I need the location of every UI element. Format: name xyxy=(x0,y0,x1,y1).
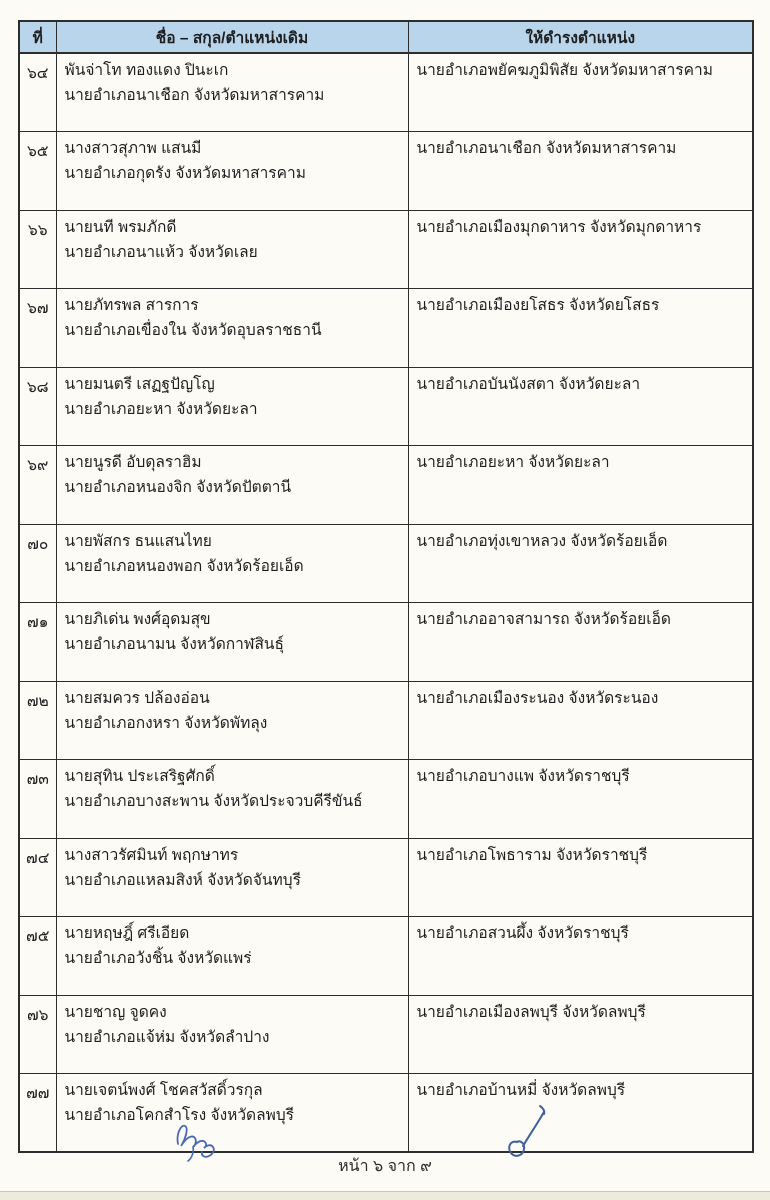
row-number: ๗๔ xyxy=(19,838,56,917)
row-number: ๗๗ xyxy=(19,1074,56,1153)
former-position: นายอำเภอนาเชือก จังหวัดมหาสารคาม xyxy=(64,87,325,104)
page-number: หน้า ๖ จาก ๙ xyxy=(338,1158,432,1175)
appointments-table xyxy=(18,20,754,1153)
new-position: นายอำเภอนาเชือก จังหวัดมหาสารคาม xyxy=(416,140,677,157)
handwritten-flourish-mark xyxy=(503,1102,551,1160)
row-number: ๖๗ xyxy=(19,289,56,368)
row-number: ๗๒ xyxy=(19,681,56,760)
new-position-cell xyxy=(408,603,753,682)
new-position-cell xyxy=(408,995,753,1074)
former-position: นายอำเภอนาแห้ว จังหวัดเลย xyxy=(64,243,258,261)
new-position: นายอำเภอเมืองลพบุรี จังหวัดลพบุรี xyxy=(416,1003,646,1021)
new-position: นายอำเภอเมืองยโสธร จังหวัดยโสธร xyxy=(416,297,660,314)
row-number: ๖๖ xyxy=(19,210,56,289)
name-and-former-position-cell xyxy=(56,838,408,917)
new-position-cell xyxy=(408,132,753,211)
name-and-former-position-cell xyxy=(56,1074,408,1153)
table-row xyxy=(19,132,753,211)
table-row xyxy=(19,681,753,760)
name-and-former-position-cell xyxy=(56,289,408,368)
person-name: นายพัสกร ธนแสนไทย xyxy=(64,532,212,550)
new-position: นายอำเภอบันนังสตา จังหวัดยะลา xyxy=(416,375,641,393)
table-row xyxy=(19,917,753,996)
new-position-cell xyxy=(408,760,753,839)
row-number: ๗๖ xyxy=(19,995,56,1074)
table-row xyxy=(19,1074,753,1153)
table-row xyxy=(19,367,753,446)
name-and-former-position-cell xyxy=(56,995,408,1074)
new-position-cell xyxy=(408,367,753,446)
former-position: นายอำเภอโคกสำโรง จังหวัดลพบุรี xyxy=(64,1107,295,1124)
table-row xyxy=(19,210,753,289)
col-header-name-former-position: ชื่อ – สกุล/ตำแหน่งเดิม xyxy=(56,21,408,53)
name-and-former-position-cell xyxy=(56,53,408,132)
former-position: นายอำเภอนามน จังหวัดกาฬสินธุ์ xyxy=(64,636,284,653)
row-number: ๗๑ xyxy=(19,603,56,682)
person-name: นางสาวรัศมินท์ พฤกษาทร xyxy=(64,846,239,864)
table-row xyxy=(19,838,753,917)
new-position: นายอำเภอบางแพ จังหวัดราชบุรี xyxy=(416,768,630,785)
table-row xyxy=(19,603,753,682)
person-name: นายภัทรพล สารการ xyxy=(64,297,199,314)
new-position-cell xyxy=(408,289,753,368)
table-header-row xyxy=(19,21,753,53)
table-row xyxy=(19,760,753,839)
person-name: นายสุทิน ประเสริฐศักดิ์ xyxy=(64,768,215,785)
new-position: นายอำเภอยะหา จังหวัดยะลา xyxy=(416,454,610,471)
former-position: นายอำเภอแหลมสิงห์ จังหวัดจันทบุรี xyxy=(64,871,301,889)
former-position: นายอำเภอยะหา จังหวัดยะลา xyxy=(64,400,258,418)
new-position: นายอำเภอพยัคฆภูมิพิสัย จังหวัดมหาสารคาม xyxy=(416,62,713,79)
person-name: พันจ่าโท ทองแดง ปินะเก xyxy=(64,62,229,79)
former-position: นายอำเภอกุดรัง จังหวัดมหาสารคาม xyxy=(64,165,306,182)
person-name: นายมนตรี เสฏฐปัญโญ xyxy=(64,375,215,393)
table-row xyxy=(19,446,753,525)
name-and-former-position-cell xyxy=(56,446,408,525)
table-row xyxy=(19,53,753,132)
new-position-cell xyxy=(408,917,753,996)
former-position: นายอำเภอหนองพอก จังหวัดร้อยเอ็ด xyxy=(64,557,304,575)
row-number: ๖๙ xyxy=(19,446,56,525)
row-number: ๗๓ xyxy=(19,760,56,839)
col-header-new-position: ให้ดำรงตำแหน่ง xyxy=(408,21,753,53)
row-number: ๖๕ xyxy=(19,132,56,211)
new-position-cell xyxy=(408,446,753,525)
new-position-cell xyxy=(408,210,753,289)
person-name: นางสาวสุภาพ แสนมี xyxy=(64,140,202,157)
person-name: นายสมควร ปล้องอ่อน xyxy=(64,689,210,707)
new-position: นายอำเภอเมืองระนอง จังหวัดระนอง xyxy=(416,689,659,707)
new-position: นายอำเภอเมืองมุกดาหาร จังหวัดมุกดาหาร xyxy=(416,218,702,236)
name-and-former-position-cell xyxy=(56,681,408,760)
new-position-cell xyxy=(408,681,753,760)
table-body xyxy=(19,53,753,1152)
row-number: ๗๕ xyxy=(19,917,56,996)
table-row xyxy=(19,995,753,1074)
name-and-former-position-cell xyxy=(56,524,408,603)
person-name: นายหฤษฎิ์ ศรีเอียด xyxy=(64,925,190,942)
name-and-former-position-cell xyxy=(56,367,408,446)
new-position-cell xyxy=(408,53,753,132)
person-name: นายนูรดี อับดุลราฮิม xyxy=(64,454,202,471)
row-number: ๖๔ xyxy=(19,53,56,132)
new-position: นายอำเภอสวนผึ้ง จังหวัดราชบุรี xyxy=(416,925,629,942)
name-and-former-position-cell xyxy=(56,210,408,289)
person-name: นายภิเด่น พงศ์อุดมสุข xyxy=(64,611,211,628)
table-row xyxy=(19,289,753,368)
name-and-former-position-cell xyxy=(56,917,408,996)
new-position-cell xyxy=(408,1074,753,1153)
new-position: นายอำเภอทุ่งเขาหลวง จังหวัดร้อยเอ็ด xyxy=(416,532,668,550)
former-position: นายอำเภอกงหรา จังหวัดพัทลุง xyxy=(64,714,268,732)
new-position: นายอำเภอโพธาราม จังหวัดราชบุรี xyxy=(416,846,648,864)
scan-bottom-edge xyxy=(0,1191,770,1200)
name-and-former-position-cell xyxy=(56,603,408,682)
table-row xyxy=(19,524,753,603)
person-name: นายชาญ จูดคง xyxy=(64,1003,167,1021)
former-position: นายอำเภอบางสะพาน จังหวัดประจวบคีรีขันธ์ xyxy=(64,793,363,810)
new-position: นายอำเภอบ้านหมี่ จังหวัดลพบุรี xyxy=(416,1082,626,1099)
former-position: นายอำเภอเขื่องใน จังหวัดอุบลราชธานี xyxy=(64,322,322,339)
new-position: นายอำเภออาจสามารถ จังหวัดร้อยเอ็ด xyxy=(416,611,671,628)
new-position-cell xyxy=(408,838,753,917)
former-position: นายอำเภอวังชิ้น จังหวัดแพร่ xyxy=(64,950,252,967)
person-name: นายนที พรมภักดี xyxy=(64,218,177,236)
row-number: ๗๐ xyxy=(19,524,56,603)
new-position-cell xyxy=(408,524,753,603)
former-position: นายอำเภอแจ้ห่ม จังหวัดลำปาง xyxy=(64,1028,270,1046)
name-and-former-position-cell xyxy=(56,760,408,839)
former-position: นายอำเภอหนองจิก จังหวัดปัตตานี xyxy=(64,479,292,496)
name-and-former-position-cell xyxy=(56,132,408,211)
row-number: ๖๘ xyxy=(19,367,56,446)
col-header-no: ที่ xyxy=(19,21,56,53)
person-name: นายเจตน์พงศ์ โชคสวัสดิ์วรกุล xyxy=(64,1082,263,1099)
